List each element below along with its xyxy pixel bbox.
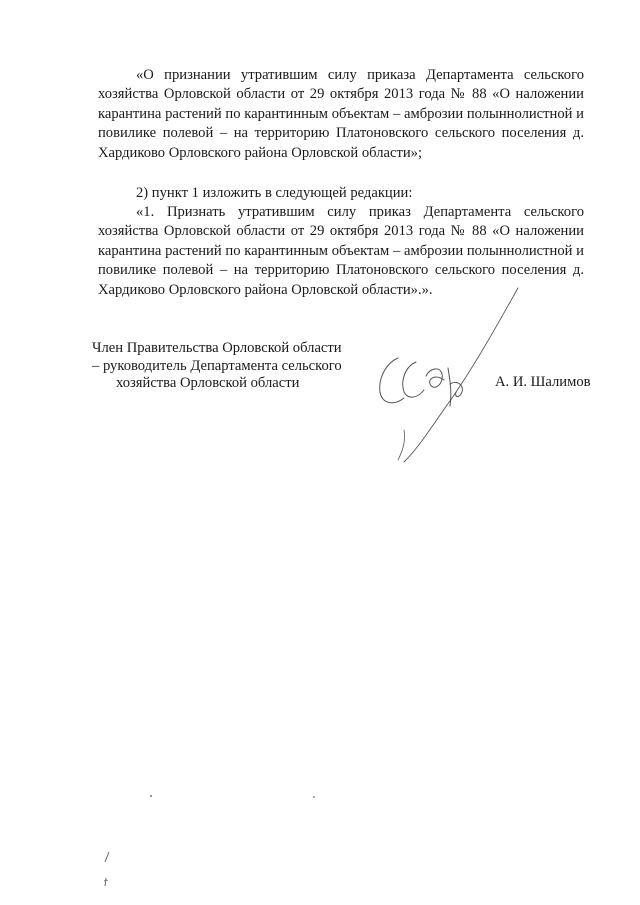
scan-mark [100,850,114,890]
paragraph-item-heading: 2) пункт 1 изложить в следующей редакции: [136,185,413,201]
paragraph-title-change: «О признании утратившим силу приказа Департамента сельского хозяйства Орловской области от 29 октября 2013 года № 88 «О наложении карантина растений по карантинным объектам – амброзии полыннолистной и повилике полевой – на территорию Платоновского сельского поселения д. Хардиково Орловского района Орловской области»; [98,67,584,161]
signatory-name: А. И. Шалимов [495,374,591,390]
scan-dot [150,795,152,797]
position-line-3: хозяйства Орловской области [116,375,300,391]
position-line-1: Член Правительства Орловской области [92,340,342,356]
signatory-position [92,340,382,393]
paragraph-item-text: «1. Признать утратившим силу приказ Департамента сельского хозяйства Орловской области от 29 октября 2013 года № 88 «О наложении карантина растений по карантинным объектам – амброзии полыннолистной и повилике полевой – на территорию Платоновского сельского поселения д. Хардиково Орловского района Орловской области».». [98,204,584,298]
position-line-2: – руководитель Департамента сельского [92,357,342,374]
scan-dot [313,796,315,798]
